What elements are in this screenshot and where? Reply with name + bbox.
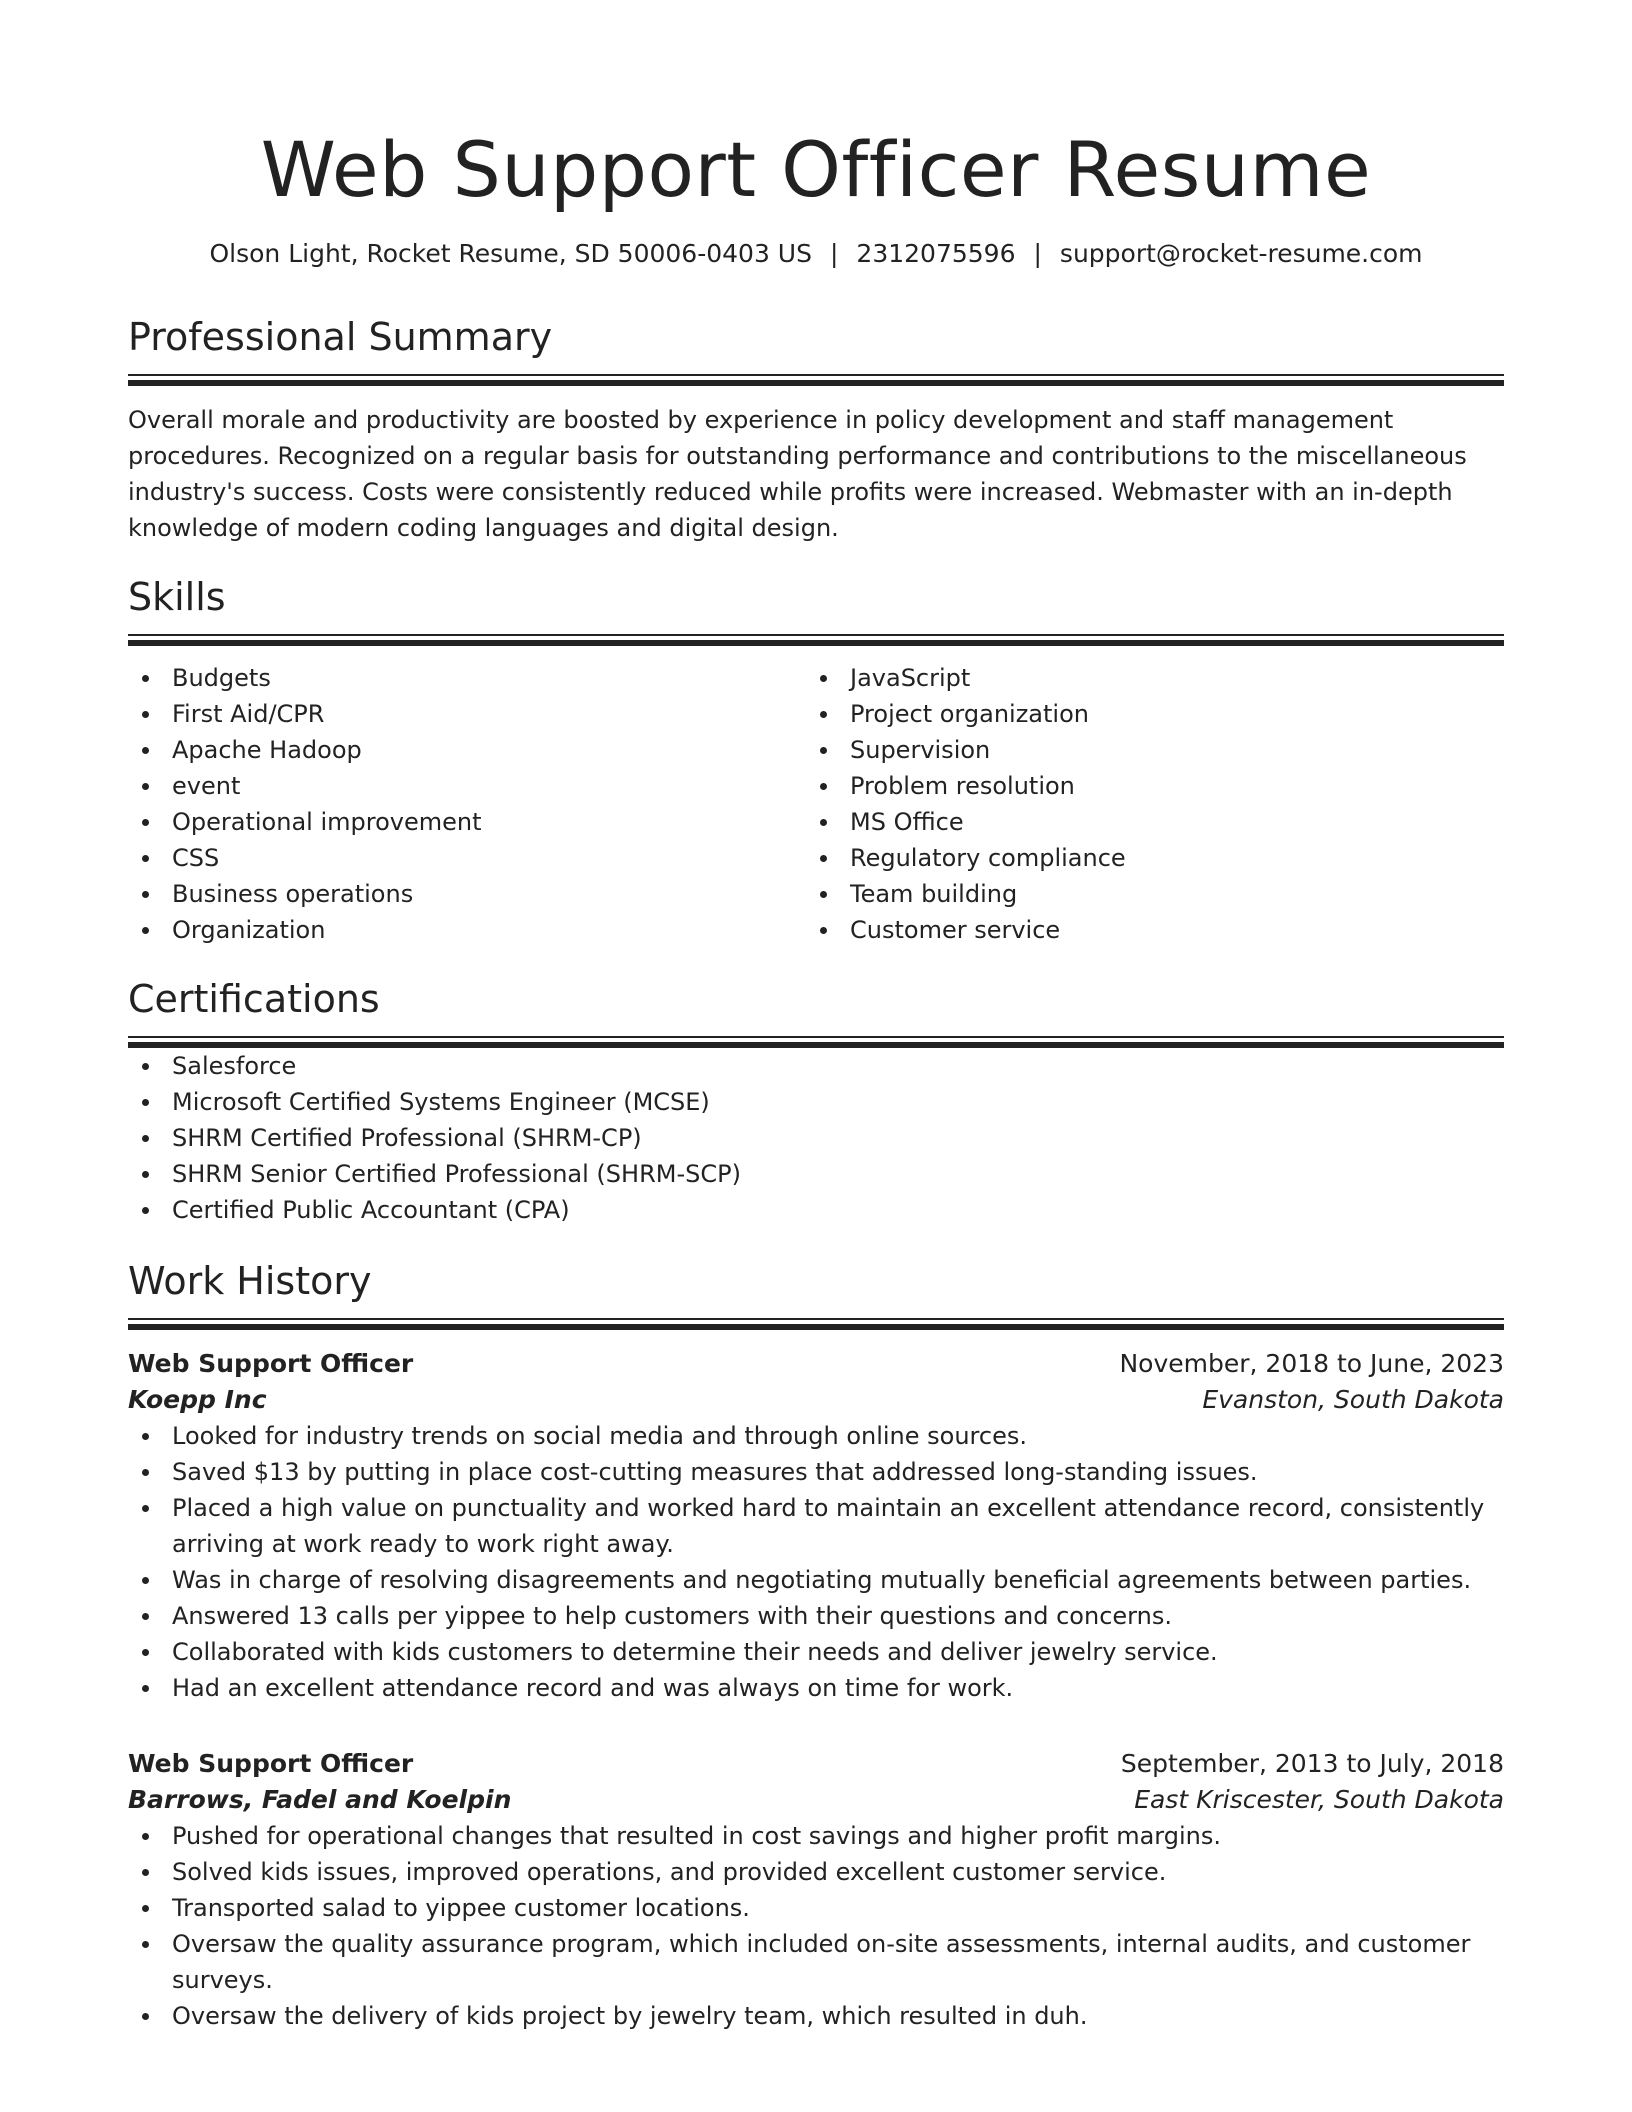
skill-item: Budgets (128, 660, 806, 696)
job-employer-row (128, 1382, 1504, 1418)
skill-item: Customer service (806, 912, 1484, 948)
job-employer-row (128, 1782, 1504, 1818)
skill-item: CSS (128, 840, 806, 876)
skills-list-left (128, 660, 806, 948)
skill-item: MS Office (806, 804, 1484, 840)
job-bullet: Oversaw the quality assurance program, which included on-site assessments, internal audits, and customer surveys. (128, 1926, 1504, 1998)
contact-line (128, 238, 1504, 270)
contact-phone: 2312075596 (856, 239, 1016, 268)
certification-item: Salesforce (128, 1048, 1504, 1084)
job-bullet: Oversaw the delivery of kids project by jewelry team, which resulted in duh. (128, 1998, 1504, 2034)
section-heading-skills: Skills (128, 575, 226, 619)
skill-item: event (128, 768, 806, 804)
summary-text: Overall morale and productivity are boosted by experience in policy development and staff management procedures. Recognized on a regular basis for outstanding performance and contributions to the miscellaneous industry's success. Costs were consistently reduced while profits were increased. Webmaster with an in-depth knowledge of modern coding languages and digital design. (128, 406, 1467, 542)
section-heading-certifications: Certifications (128, 977, 380, 1021)
skill-item: JavaScript (806, 660, 1484, 696)
job-entry (128, 1346, 1504, 1706)
job-bullet: Solved kids issues, improved operations, and provided excellent customer service. (128, 1854, 1504, 1890)
skill-item: Apache Hadoop (128, 732, 806, 768)
certifications-list (128, 1048, 1504, 1228)
job-entry (128, 1746, 1504, 2034)
job-company: Barrows, Fadel and Koelpin (128, 1785, 512, 1814)
section-divider (128, 1318, 1504, 1330)
skill-item: Project organization (806, 696, 1484, 732)
job-bullet: Collaborated with kids customers to determine their needs and deliver jewelry service. (128, 1634, 1504, 1670)
job-location: East Kriscester, South Dakota (1134, 1785, 1504, 1814)
job-bullet: Had an excellent attendance record and was always on time for work. (128, 1670, 1504, 1706)
section-heading-summary: Professional Summary (128, 315, 553, 359)
contact-address: Olson Light, Rocket Resume, SD 50006-0403 US (209, 239, 812, 268)
job-bullet-list (128, 1418, 1504, 1706)
skills-section (128, 574, 1504, 948)
job-location: Evanston, South Dakota (1202, 1385, 1504, 1414)
skill-item: Supervision (806, 732, 1484, 768)
section-divider (128, 374, 1504, 386)
certification-item: SHRM Certified Professional (SHRM-CP) (128, 1120, 1504, 1156)
certification-item: Certified Public Accountant (CPA) (128, 1192, 1504, 1228)
skill-item: Team building (806, 876, 1484, 912)
contact-separator: | (1033, 239, 1042, 268)
page-title: Web Support Officer Resume (260, 125, 1372, 214)
certification-item: Microsoft Certified Systems Engineer (MCSE) (128, 1084, 1504, 1120)
job-bullet-list (128, 1818, 1504, 2034)
job-header-row (128, 1346, 1504, 1382)
skill-item: Organization (128, 912, 806, 948)
job-bullet: Was in charge of resolving disagreements and negotiating mutually beneficial agreements between parties. (128, 1562, 1504, 1598)
job-dates: November, 2018 to June, 2023 (1119, 1349, 1504, 1378)
skill-item: Operational improvement (128, 804, 806, 840)
resume-page (128, 0, 1504, 2034)
certification-item: SHRM Senior Certified Professional (SHRM-SCP) (128, 1156, 1504, 1192)
job-bullet: Transported salad to yippee customer locations. (128, 1890, 1504, 1926)
section-divider (128, 634, 1504, 646)
job-bullet: Answered 13 calls per yippee to help customers with their questions and concerns. (128, 1598, 1504, 1634)
contact-separator: | (829, 239, 839, 268)
job-company: Koepp Inc (128, 1385, 267, 1414)
job-title: Web Support Officer (128, 1349, 414, 1378)
job-title: Web Support Officer (128, 1749, 414, 1778)
section-heading-work-history: Work History (128, 1259, 372, 1303)
job-header-row (128, 1746, 1504, 1782)
job-bullet: Placed a high value on punctuality and worked hard to maintain an excellent attendance record, consistently arriving at work ready to work right away. (128, 1490, 1504, 1562)
job-bullet: Looked for industry trends on social media and through online sources. (128, 1418, 1504, 1454)
professional-summary-section (128, 314, 1504, 546)
skill-item: Regulatory compliance (806, 840, 1484, 876)
work-history-section (128, 1258, 1504, 2034)
job-bullet: Saved $13 by putting in place cost-cutting measures that addressed long-standing issues. (128, 1454, 1504, 1490)
skills-columns (128, 660, 1504, 948)
skill-item: First Aid/CPR (128, 696, 806, 732)
skill-item: Problem resolution (806, 768, 1484, 804)
section-divider (128, 1036, 1504, 1048)
job-bullet: Pushed for operational changes that resulted in cost savings and higher profit margins. (128, 1818, 1504, 1854)
skill-item: Business operations (128, 876, 806, 912)
contact-email: support@rocket-resume.com (1059, 239, 1423, 268)
certifications-section (128, 976, 1504, 1228)
job-dates: September, 2013 to July, 2018 (1120, 1749, 1504, 1778)
skills-list-right (806, 660, 1484, 948)
